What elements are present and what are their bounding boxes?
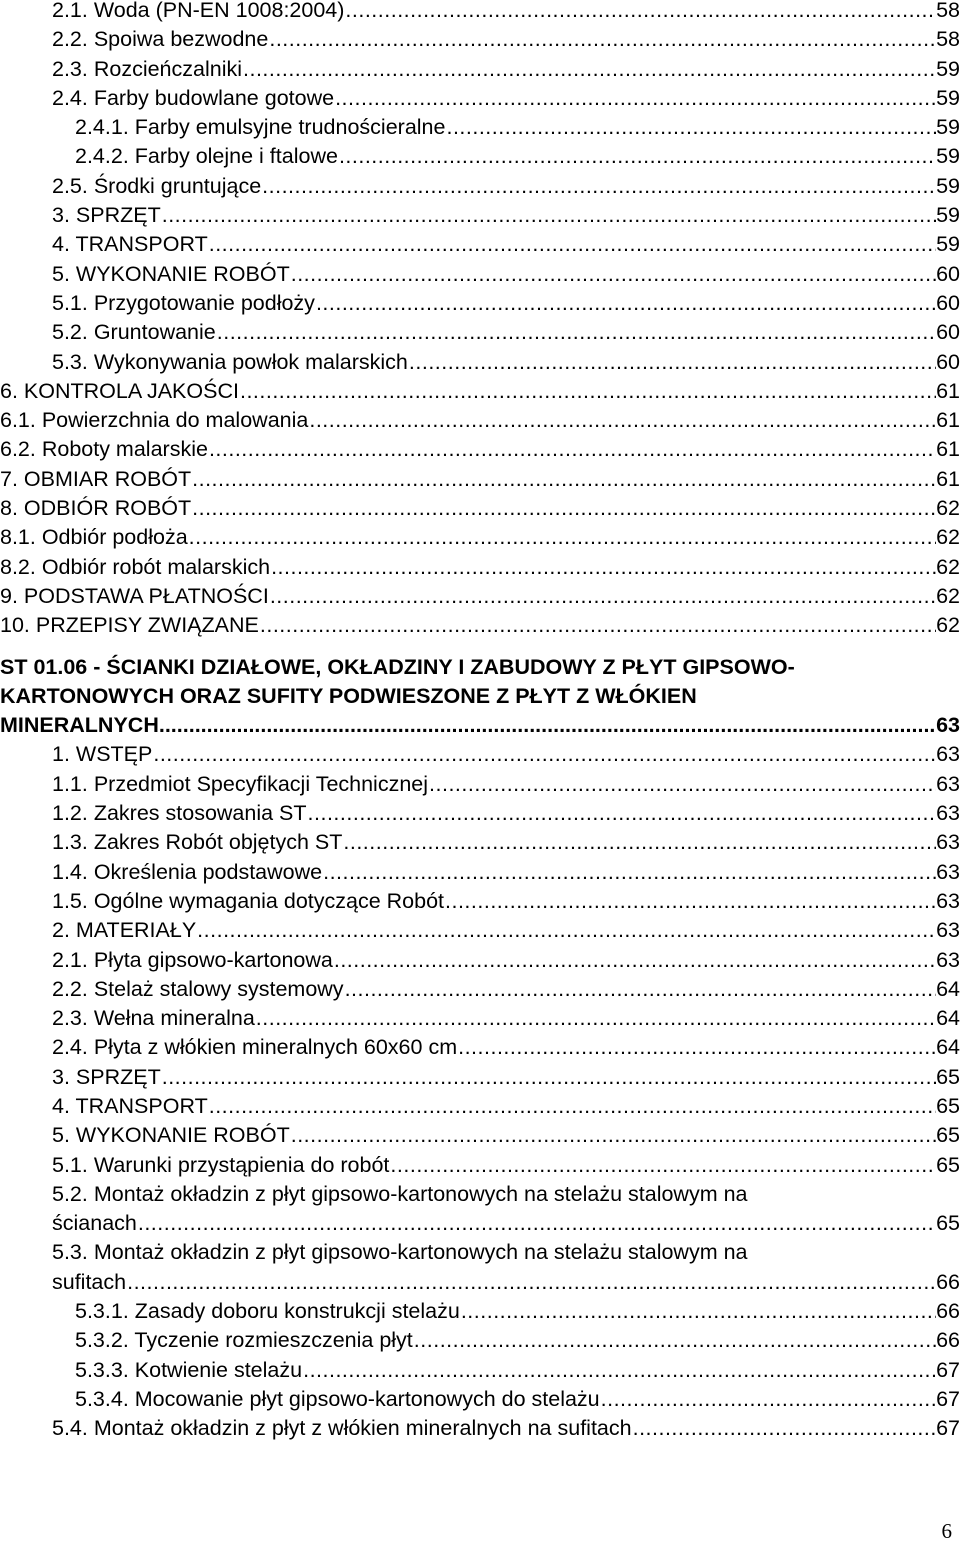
- toc-entry-label: 2.3. Rozcieńczalniki: [52, 56, 243, 81]
- toc-entry-label: 5. WYKONANIE ROBÓT: [52, 1123, 290, 1148]
- dot-leader: [413, 1326, 936, 1355]
- toc-entry[interactable]: [52, 318, 960, 347]
- toc-entry-page: 63: [936, 947, 960, 972]
- toc-list-before: [0, 0, 960, 641]
- dot-leader: [161, 201, 936, 230]
- toc-entry[interactable]: [52, 1033, 960, 1062]
- toc-entry-page: 63: [936, 918, 960, 943]
- toc-entry-page: 63: [936, 888, 960, 913]
- toc-entry-label: 2.4.1. Farby emulsyjne trudnościeralne: [75, 115, 446, 140]
- toc-entry-label: 6. KONTROLA JAKOŚCI: [0, 378, 239, 403]
- toc-entry[interactable]: [52, 172, 960, 201]
- toc-entry[interactable]: [52, 916, 960, 945]
- toc-entry-page: 59: [936, 56, 960, 81]
- toc-entry-label: 2. MATERIAŁY: [52, 918, 197, 943]
- dot-leader: [161, 1063, 936, 1092]
- dot-leader: [334, 84, 936, 113]
- dot-leader: [159, 711, 936, 740]
- dot-leader: [428, 770, 936, 799]
- toc-entry[interactable]: [52, 1180, 960, 1239]
- dot-leader: [333, 946, 936, 975]
- toc-entry[interactable]: [0, 465, 960, 494]
- toc-entry-label: 3. SPRZĘT: [52, 203, 161, 228]
- dot-leader: [152, 740, 936, 769]
- toc-entry-label: 4. TRANSPORT: [52, 1093, 208, 1118]
- toc-entry[interactable]: [52, 84, 960, 113]
- toc-entry-page: 59: [936, 85, 960, 110]
- dot-leader: [191, 494, 936, 523]
- toc-entry-label: 2.4. Farby budowlane gotowe: [52, 85, 335, 110]
- dot-leader: [307, 799, 937, 828]
- toc-entry[interactable]: [52, 348, 960, 377]
- toc-entry-page: 64: [936, 1035, 960, 1060]
- dot-leader: [261, 172, 936, 201]
- toc-entry[interactable]: [52, 260, 960, 289]
- toc-entry-page: 63: [936, 771, 960, 796]
- toc-entry-label: 8.1. Odbiór podłoża: [0, 525, 188, 550]
- toc-entry-page: 64: [936, 1006, 960, 1031]
- dot-leader: [389, 1151, 936, 1180]
- dot-leader: [255, 1004, 936, 1033]
- toc-entry[interactable]: [52, 858, 960, 887]
- toc-entry-label: 1.3. Zakres Robót objętych ST: [52, 830, 343, 855]
- toc-entry-page: 66: [936, 1328, 960, 1353]
- toc-entry[interactable]: [0, 435, 960, 464]
- dot-leader: [600, 1385, 936, 1414]
- toc-entry[interactable]: [52, 0, 960, 25]
- toc-entry[interactable]: [0, 406, 960, 435]
- toc-entry[interactable]: [52, 1297, 960, 1326]
- toc-entry-page: 60: [936, 320, 960, 345]
- toc-entry[interactable]: [52, 1414, 960, 1443]
- toc-entry-label: 9. PODSTAWA PŁATNOŚCI: [0, 583, 269, 608]
- dot-leader: [137, 1209, 936, 1238]
- section-heading-line: ST 01.06 - ŚCIANKI DZIAŁOWE, OKŁADZINY I ZABUDOWY Z PŁYT GIPSOWO-: [0, 654, 795, 679]
- dot-leader: [126, 1268, 936, 1297]
- toc-entry-label: 2.5. Środki gruntujące: [52, 173, 262, 198]
- toc-entry-label: 5.3. Wykonywania powłok malarskich: [52, 349, 408, 374]
- toc-entry[interactable]: [52, 1238, 960, 1297]
- toc-entry-label: 5.2. Gruntowanie: [52, 320, 216, 345]
- dot-leader: [268, 25, 936, 54]
- toc-entry-row: [52, 1209, 960, 1238]
- toc-entry-page: 67: [936, 1386, 960, 1411]
- toc-entry-label: 8.2. Odbiór robót malarskich: [0, 554, 271, 579]
- toc-entry-label: 2.3. Wełna mineralna: [52, 1006, 255, 1031]
- toc-entry-label: 1.1. Przedmiot Specyfikacji Technicznej: [52, 771, 429, 796]
- toc-entry[interactable]: [52, 946, 960, 975]
- toc-entry-label: 5.4. Montaż okładzin z płyt z włókien mineralnych na sufitach: [52, 1416, 632, 1441]
- toc-entry[interactable]: [52, 1151, 960, 1180]
- toc-entry-label: 1.5. Ogólne wymagania dotyczące Robót: [52, 888, 445, 913]
- toc-entry[interactable]: [0, 611, 960, 640]
- toc-entry[interactable]: [52, 1092, 960, 1121]
- toc-entry[interactable]: [52, 1121, 960, 1150]
- toc-entry[interactable]: [52, 142, 960, 171]
- toc-entry-page: 60: [936, 290, 960, 315]
- toc-entry-page: 59: [936, 115, 960, 140]
- toc-entry-page: 63: [936, 859, 960, 884]
- dot-leader: [632, 1414, 936, 1443]
- toc-entry-label: 1.4. Określenia podstawowe: [52, 859, 323, 884]
- dot-leader: [208, 230, 936, 259]
- toc-entry[interactable]: [52, 230, 960, 259]
- toc-entry-page: 63: [936, 830, 960, 855]
- toc-entry-label-line: 5.2. Montaż okładzin z płyt gipsowo-kartonowych na stelażu stalowym na: [52, 1181, 748, 1206]
- toc-entry-page: 63: [936, 801, 960, 826]
- dot-leader: [302, 1356, 936, 1385]
- toc-entry[interactable]: [52, 1356, 960, 1385]
- toc-entry[interactable]: [52, 799, 960, 828]
- toc-entry[interactable]: [52, 1004, 960, 1033]
- dot-leader: [315, 289, 936, 318]
- toc-entry-page: 65: [936, 1093, 960, 1118]
- toc-entry[interactable]: [52, 25, 960, 54]
- toc-entry-page: 59: [936, 173, 960, 198]
- toc-entry-label: 2.2. Spoiwa bezwodne: [52, 27, 269, 52]
- dot-leader: [270, 553, 936, 582]
- toc-list-after: [52, 740, 960, 1443]
- dot-leader: [208, 435, 936, 464]
- toc-entry-label: 2.1. Płyta gipsowo-kartonowa: [52, 947, 333, 972]
- dot-leader: [242, 55, 936, 84]
- section-heading-line: [0, 711, 960, 740]
- toc-entry[interactable]: [52, 1326, 960, 1355]
- dot-leader: [196, 916, 936, 945]
- toc-entry-page: 64: [936, 976, 960, 1001]
- toc-entry-page: 59: [936, 144, 960, 169]
- toc-entry-label: 4. TRANSPORT: [52, 232, 208, 257]
- toc-entry-page: 65: [936, 1152, 960, 1177]
- page-number: 6: [941, 1519, 952, 1543]
- dot-leader: [191, 465, 936, 494]
- toc-entry-page: 62: [936, 583, 960, 608]
- dot-leader: [269, 582, 936, 611]
- toc-entry[interactable]: [52, 740, 960, 769]
- toc-entry-label: 8. ODBIÓR ROBÓT: [0, 496, 192, 521]
- toc-entry[interactable]: [52, 201, 960, 230]
- toc-entry-page: 67: [936, 1357, 960, 1382]
- toc-entry-label-line: 5.3. Montaż okładzin z płyt gipsowo-kartonowych na stelażu stalowym na: [52, 1240, 748, 1265]
- toc-entry-page: 62: [936, 613, 960, 638]
- toc-entry-label: 5.1. Warunki przystąpienia do robót: [52, 1152, 390, 1177]
- toc-entry[interactable]: [52, 113, 960, 142]
- dot-leader: [290, 260, 936, 289]
- dot-leader: [338, 142, 936, 171]
- toc-entry-page: 66: [936, 1299, 960, 1324]
- toc-entry-label: 1.2. Zakres stosowania ST: [52, 801, 307, 826]
- toc-entry-page: 59: [936, 232, 960, 257]
- section-heading-line: KARTONOWYCH ORAZ SUFITY PODWIESZONE Z PŁYT Z WŁÓKIEN: [0, 683, 697, 708]
- section-heading[interactable]: [0, 653, 960, 741]
- toc-entry-label: 1. WSTĘP: [52, 742, 153, 767]
- toc-entry-page: 60: [936, 349, 960, 374]
- dot-leader: [445, 113, 936, 142]
- toc-entry-page: 61: [936, 437, 960, 462]
- toc-entry-page: 60: [936, 261, 960, 286]
- toc-entry-label: 2.1. Woda (PN-EN 1008:2004): [52, 0, 345, 22]
- toc-entry-page: 65: [936, 1123, 960, 1148]
- toc-entry-page: 61: [936, 408, 960, 433]
- dot-leader: [216, 318, 936, 347]
- dot-leader: [408, 348, 936, 377]
- toc-entry-page: 62: [936, 496, 960, 521]
- toc-entry[interactable]: [52, 975, 960, 1004]
- toc-entry-page: 61: [936, 466, 960, 491]
- section-page-number: 63: [936, 713, 960, 738]
- toc-entry-label: 2.4. Płyta z włókien mineralnych 60x60 cm: [52, 1035, 458, 1060]
- toc-entry-label: 5.3.4. Mocowanie płyt gipsowo-kartonowych do stelażu: [75, 1386, 600, 1411]
- toc-entry[interactable]: [0, 582, 960, 611]
- toc-entry[interactable]: [52, 770, 960, 799]
- dot-leader: [344, 975, 937, 1004]
- dot-leader: [444, 887, 936, 916]
- toc-entry-page: 65: [936, 1064, 960, 1089]
- dot-leader: [344, 0, 936, 25]
- toc-entry[interactable]: [0, 494, 960, 523]
- section-heading-label: MINERALNYCH: [0, 713, 159, 738]
- toc-entry-page: 62: [936, 554, 960, 579]
- toc-entry-label: sufitach: [52, 1269, 127, 1294]
- toc-entry[interactable]: [0, 553, 960, 582]
- toc-entry[interactable]: [52, 289, 960, 318]
- toc-entry[interactable]: [52, 1385, 960, 1414]
- toc-entry[interactable]: [52, 887, 960, 916]
- toc-entry-page: 58: [936, 0, 960, 22]
- toc-entry-label: 2.2. Stelaż stalowy systemowy: [52, 976, 344, 1001]
- dot-leader: [239, 377, 936, 406]
- toc-entry-label: 5. WYKONANIE ROBÓT: [52, 261, 290, 286]
- toc-entry-page: 67: [936, 1416, 960, 1441]
- toc-entry-page: 58: [936, 27, 960, 52]
- toc-entry-label: 5.1. Przygotowanie podłoży: [52, 290, 315, 315]
- dot-leader: [188, 523, 936, 552]
- toc-entry-page: 66: [936, 1269, 960, 1294]
- dot-leader: [208, 1092, 936, 1121]
- toc-entry-row: [52, 1268, 960, 1297]
- toc-entry[interactable]: [52, 828, 960, 857]
- toc-entry-label: 7. OBMIAR ROBÓT: [0, 466, 192, 491]
- toc-entry-page: 61: [936, 378, 960, 403]
- dot-leader: [457, 1033, 936, 1062]
- toc-entry[interactable]: [52, 55, 960, 84]
- toc-entry-label: 10. PRZEPISY ZWIĄZANE: [0, 613, 259, 638]
- toc-entry-label: 5.3.3. Kotwienie stelażu: [75, 1357, 303, 1382]
- toc-entry-label: 6.2. Roboty malarskie: [0, 437, 208, 462]
- toc-entry-label: ścianach: [52, 1211, 137, 1236]
- dot-leader: [342, 828, 936, 857]
- toc-entry-page: 59: [936, 203, 960, 228]
- toc-entry-label: 3. SPRZĘT: [52, 1064, 161, 1089]
- toc-entry-label: 6.1. Powierzchnia do malowania: [0, 408, 309, 433]
- dot-leader: [460, 1297, 936, 1326]
- toc-entry[interactable]: [0, 377, 960, 406]
- dot-leader: [259, 611, 936, 640]
- toc-entry-label: 2.4.2. Farby olejne i ftalowe: [75, 144, 338, 169]
- dot-leader: [290, 1121, 936, 1150]
- dot-leader: [308, 406, 936, 435]
- dot-leader: [322, 858, 936, 887]
- toc-entry[interactable]: [52, 1063, 960, 1092]
- toc-entry[interactable]: [0, 523, 960, 552]
- toc-entry-page: 65: [936, 1211, 960, 1236]
- toc-entry-page: 63: [936, 742, 960, 767]
- toc-entry-page: 62: [936, 525, 960, 550]
- toc-entry-label: 5.3.1. Zasady doboru konstrukcji stelażu: [75, 1299, 460, 1324]
- toc-entry-label: 5.3.2. Tyczenie rozmieszczenia płyt: [75, 1328, 413, 1353]
